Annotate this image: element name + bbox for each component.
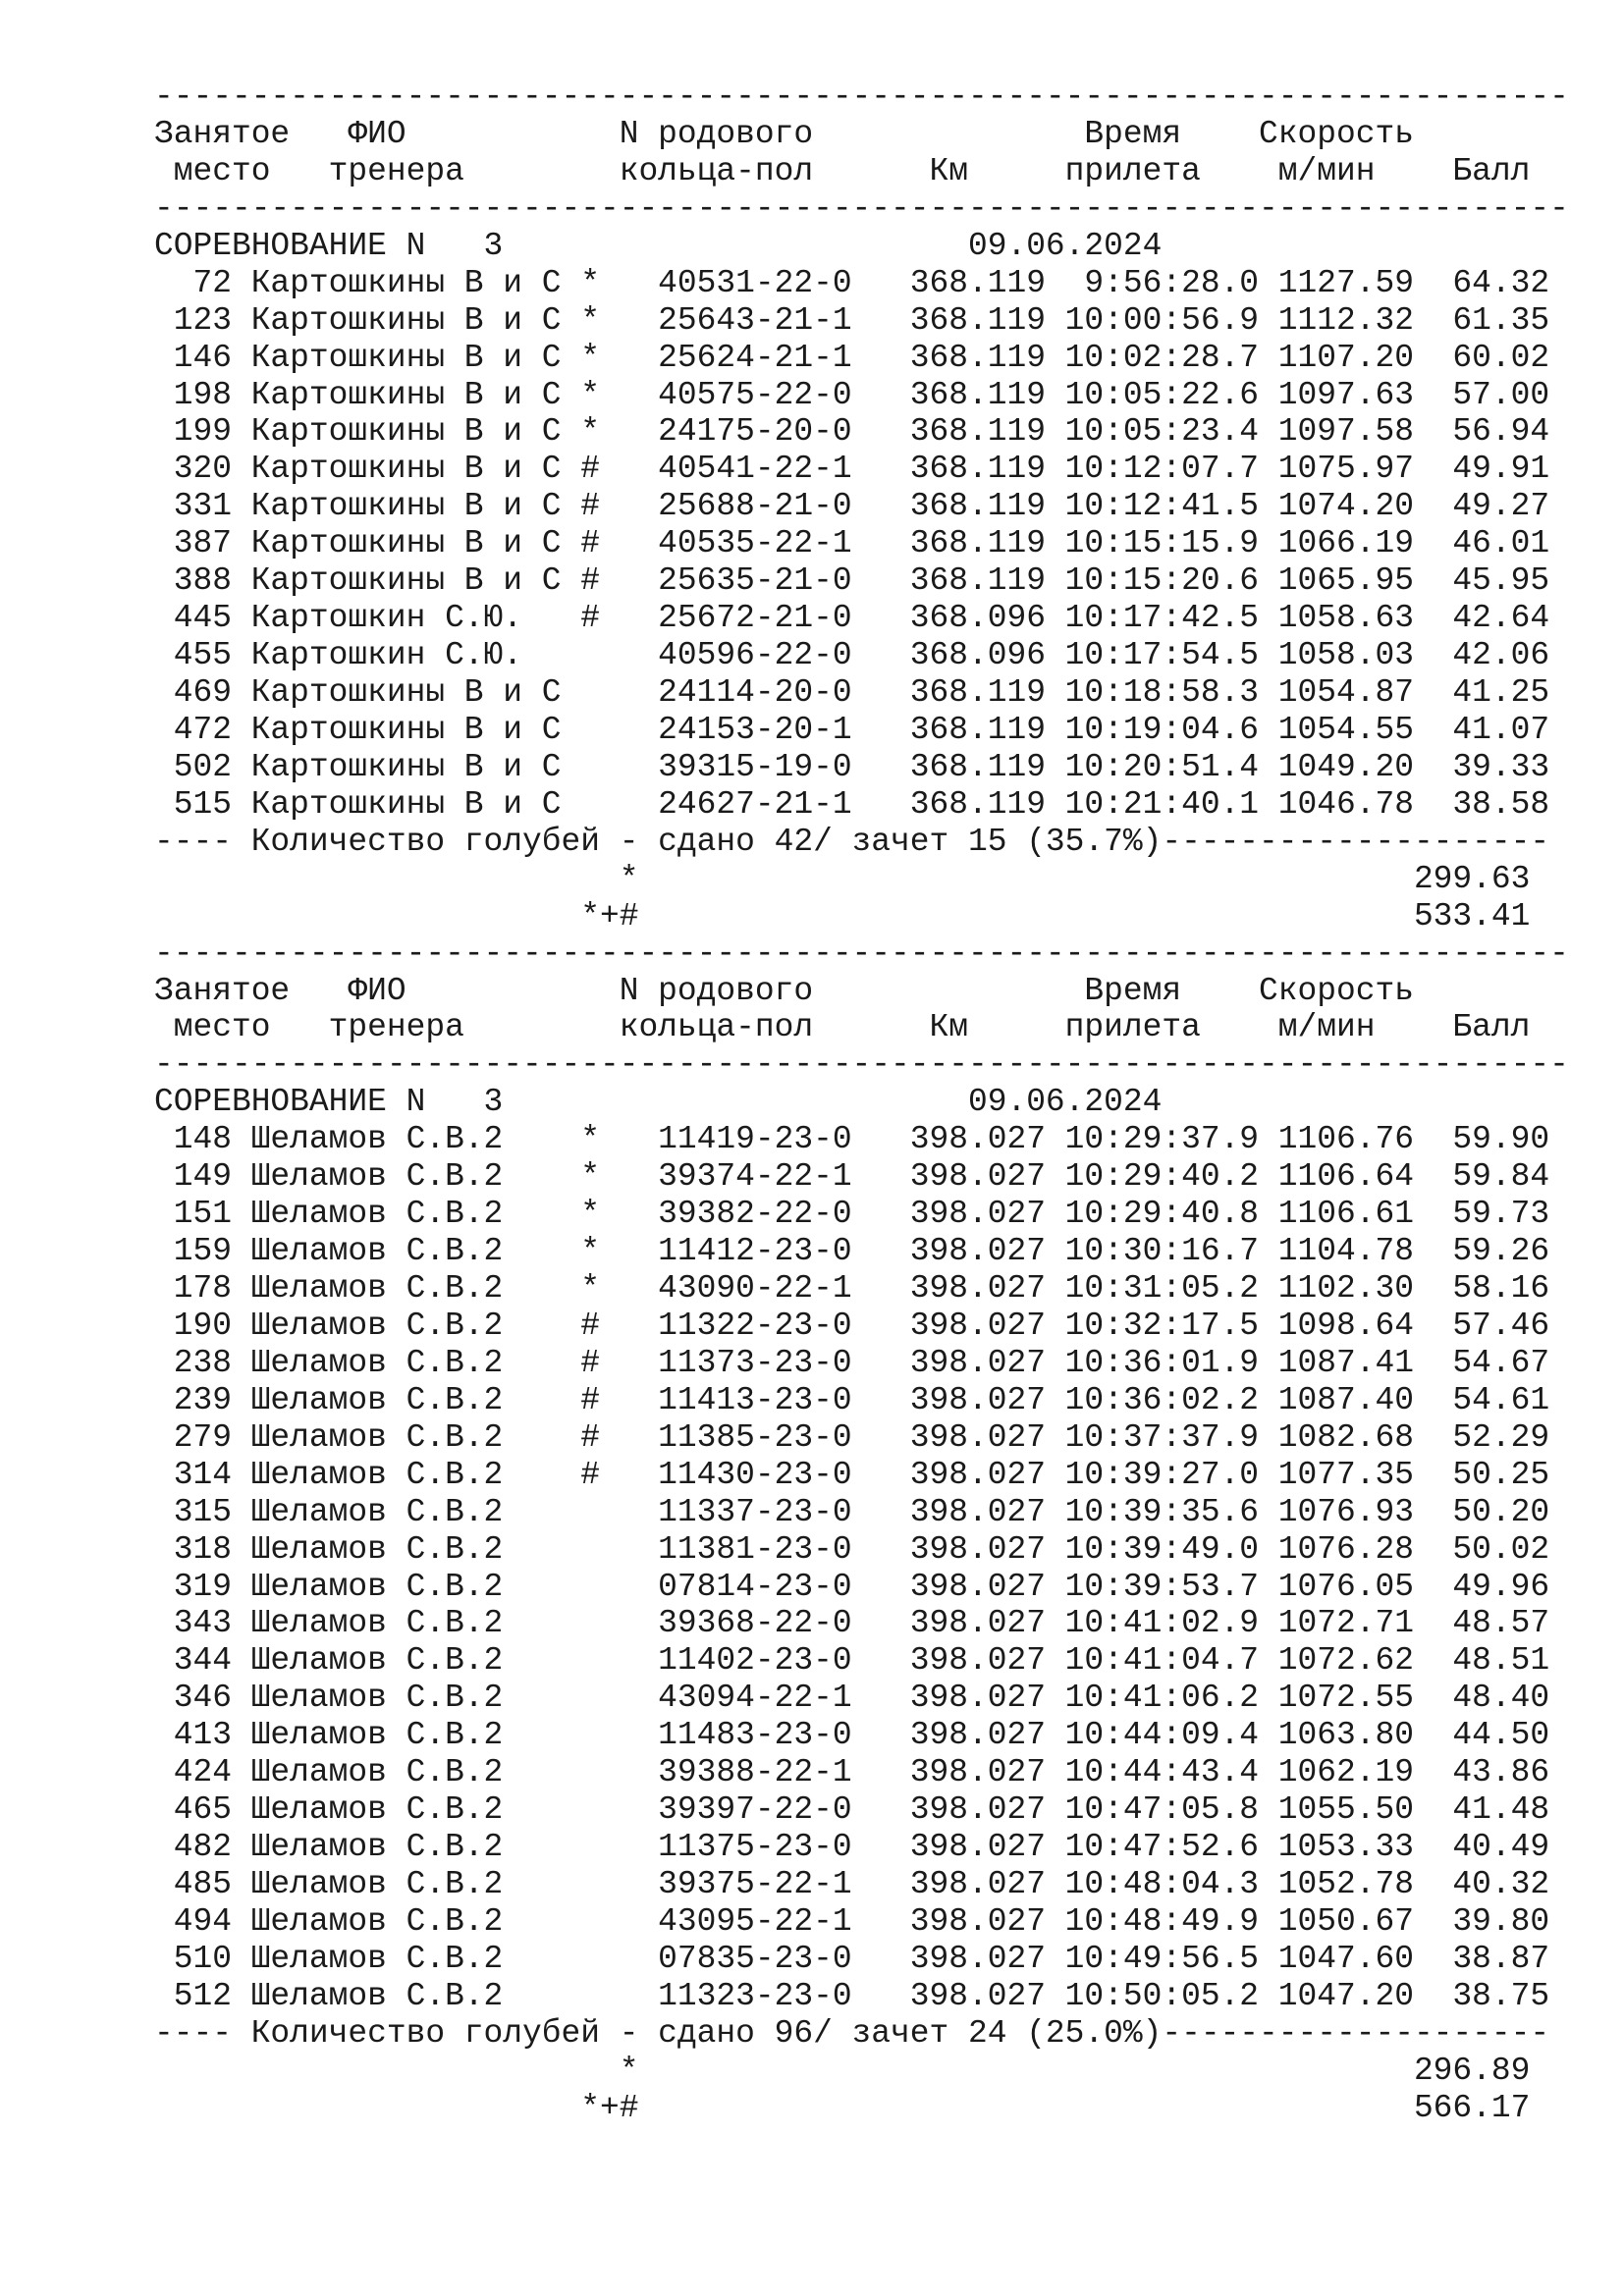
table-row: 344 Шеламов С.В.2 11402-23-0 398.027 10:41:04.7 1072.62 48.51 [154,1642,1550,1680]
table-row: 445 Картошкин С.Ю. # 25672-21-0 368.096 10:17:42.5 1058.63 42.64 [154,600,1550,637]
table-row: 388 Картошкины В и С # 25635-21-0 368.119 10:15:20.6 1065.95 45.95 [154,562,1550,600]
header-line-2: место тренера кольца-пол Км прилета м/мин Балл [154,152,1531,189]
table-row: 178 Шеламов С.В.2 * 43090-22-1 398.027 10:31:05.2 1102.30 58.16 [154,1270,1550,1307]
table-row: 199 Картошкины В и С * 24175-20-0 368.119 10:05:23.4 1097.58 56.94 [154,413,1550,451]
table-row: 238 Шеламов С.В.2 # 11373-23-0 398.027 10:36:01.9 1087.41 54.67 [154,1344,1550,1381]
table-row: 343 Шеламов С.В.2 39368-22-0 398.027 10:41:02.9 1072.71 48.57 [154,1605,1550,1642]
results-document [154,79,1569,2127]
results-table [154,1121,1569,2015]
table-row: 159 Шеламов С.В.2 * 11412-23-0 398.027 10:30:16.7 1104.78 59.26 [154,1233,1550,1270]
table-row: 413 Шеламов С.В.2 11483-23-0 398.027 10:44:09.4 1063.80 44.50 [154,1717,1550,1754]
table-row: 482 Шеламов С.В.2 11375-23-0 398.027 10:47:52.6 1053.33 40.49 [154,1829,1550,1866]
table-row: 469 Картошкины В и С 24114-20-0 368.119 10:18:58.3 1054.87 41.25 [154,674,1550,711]
table-row: 512 Шеламов С.В.2 11323-23-0 398.027 10:50:05.2 1047.20 38.75 [154,1977,1550,2014]
table-row: 424 Шеламов С.В.2 39388-22-1 398.027 10:44:43.4 1062.19 43.86 [154,1754,1550,1791]
table-row: 123 Картошкины В и С * 25643-21-1 368.119 10:00:56.9 1112.32 61.35 [154,301,1550,339]
table-row: 318 Шеламов С.В.2 11381-23-0 398.027 10:39:49.0 1076.28 50.02 [154,1530,1550,1568]
competition-title: СОРЕВНОВАНИЕ N 3 09.06.2024 [154,227,1163,264]
table-row: 149 Шеламов С.В.2 * 39374-22-1 398.027 10:29:40.2 1106.64 59.84 [154,1158,1550,1196]
separator: ------------------------------------------------------------------------- [154,79,1569,115]
table-row: 331 Картошкины В и С # 25688-21-0 368.119 10:12:41.5 1074.20 49.27 [154,488,1550,525]
table-row: 387 Картошкины В и С # 40535-22-1 368.119 10:15:15.9 1066.19 46.01 [154,525,1550,562]
total-all: *+# 566.17 [154,2089,1531,2126]
table-row: 315 Шеламов С.В.2 11337-23-0 398.027 10:39:35.6 1076.93 50.20 [154,1493,1550,1530]
table-row: 279 Шеламов С.В.2 # 11385-23-0 398.027 10:37:37.9 1082.68 52.29 [154,1418,1550,1456]
table-row: 148 Шеламов С.В.2 * 11419-23-0 398.027 10:29:37.9 1106.76 59.90 [154,1121,1550,1158]
table-row: 346 Шеламов С.В.2 43094-22-1 398.027 10:41:06.2 1072.55 48.40 [154,1680,1550,1717]
table-row: 510 Шеламов С.В.2 07835-23-0 398.027 10:49:56.5 1047.60 38.87 [154,1940,1550,1977]
table-row: 515 Картошкины В и С 24627-21-1 368.119 10:21:40.1 1046.78 38.58 [154,785,1550,823]
total-all: *+# 533.41 [154,897,1531,934]
separator: ------------------------------------------------------------------------- [154,189,1569,227]
table-row: 472 Картошкины В и С 24153-20-1 368.119 10:19:04.6 1054.55 41.07 [154,711,1550,748]
separator: ------------------------------------------------------------------------- [154,934,1569,972]
competition-title: СОРЕВНОВАНИЕ N 3 09.06.2024 [154,1084,1163,1121]
table-row: 319 Шеламов С.В.2 07814-23-0 398.027 10:39:53.7 1076.05 49.96 [154,1568,1550,1605]
table-row: 502 Картошкины В и С 39315-19-0 368.119 10:20:51.4 1049.20 39.33 [154,748,1550,785]
table-row: 465 Шеламов С.В.2 39397-22-0 398.027 10:47:05.8 1055.50 41.48 [154,1791,1550,1829]
separator: ------------------------------------------------------------------------- [154,1046,1569,1084]
total-star: * 296.89 [154,2052,1531,2089]
results-table [154,265,1569,824]
summary-line: ---- Количество голубей - сдано 42/ зачет 15 (35.7%)-------------------- [154,823,1550,860]
table-row: 151 Шеламов С.В.2 * 39382-22-0 398.027 10:29:40.8 1106.61 59.73 [154,1196,1550,1233]
table-row: 455 Картошкин С.Ю. 40596-22-0 368.096 10:17:54.5 1058.03 42.06 [154,637,1550,674]
total-star: * 299.63 [154,860,1531,897]
table-row: 494 Шеламов С.В.2 43095-22-1 398.027 10:48:49.9 1050.67 39.80 [154,1902,1550,1940]
table-row: 198 Картошкины В и С * 40575-22-0 368.119 10:05:22.6 1097.63 57.00 [154,376,1550,413]
table-row: 239 Шеламов С.В.2 # 11413-23-0 398.027 10:36:02.2 1087.40 54.61 [154,1381,1550,1418]
header-line-2: место тренера кольца-пол Км прилета м/мин Балл [154,1009,1531,1046]
table-row: 146 Картошкины В и С * 25624-21-1 368.119 10:02:28.7 1107.20 60.02 [154,339,1550,376]
table-row: 190 Шеламов С.В.2 # 11322-23-0 398.027 10:32:17.5 1098.64 57.46 [154,1307,1550,1344]
table-row: 314 Шеламов С.В.2 # 11430-23-0 398.027 10:39:27.0 1077.35 50.25 [154,1456,1550,1493]
table-row: 320 Картошкины В и С # 40541-22-1 368.119 10:12:07.7 1075.97 49.91 [154,451,1550,488]
table-row: 485 Шеламов С.В.2 39375-22-1 398.027 10:48:04.3 1052.78 40.32 [154,1866,1550,1902]
header-line-1: Занятое ФИО N родового Время Скорость [154,115,1414,152]
header-line-1: Занятое ФИО N родового Время Скорость [154,972,1414,1009]
summary-line: ---- Количество голубей - сдано 96/ зачет 24 (25.0%)-------------------- [154,2014,1550,2052]
table-row: 72 Картошкины В и С * 40531-22-0 368.119 9:56:28.0 1127.59 64.32 [154,264,1550,301]
